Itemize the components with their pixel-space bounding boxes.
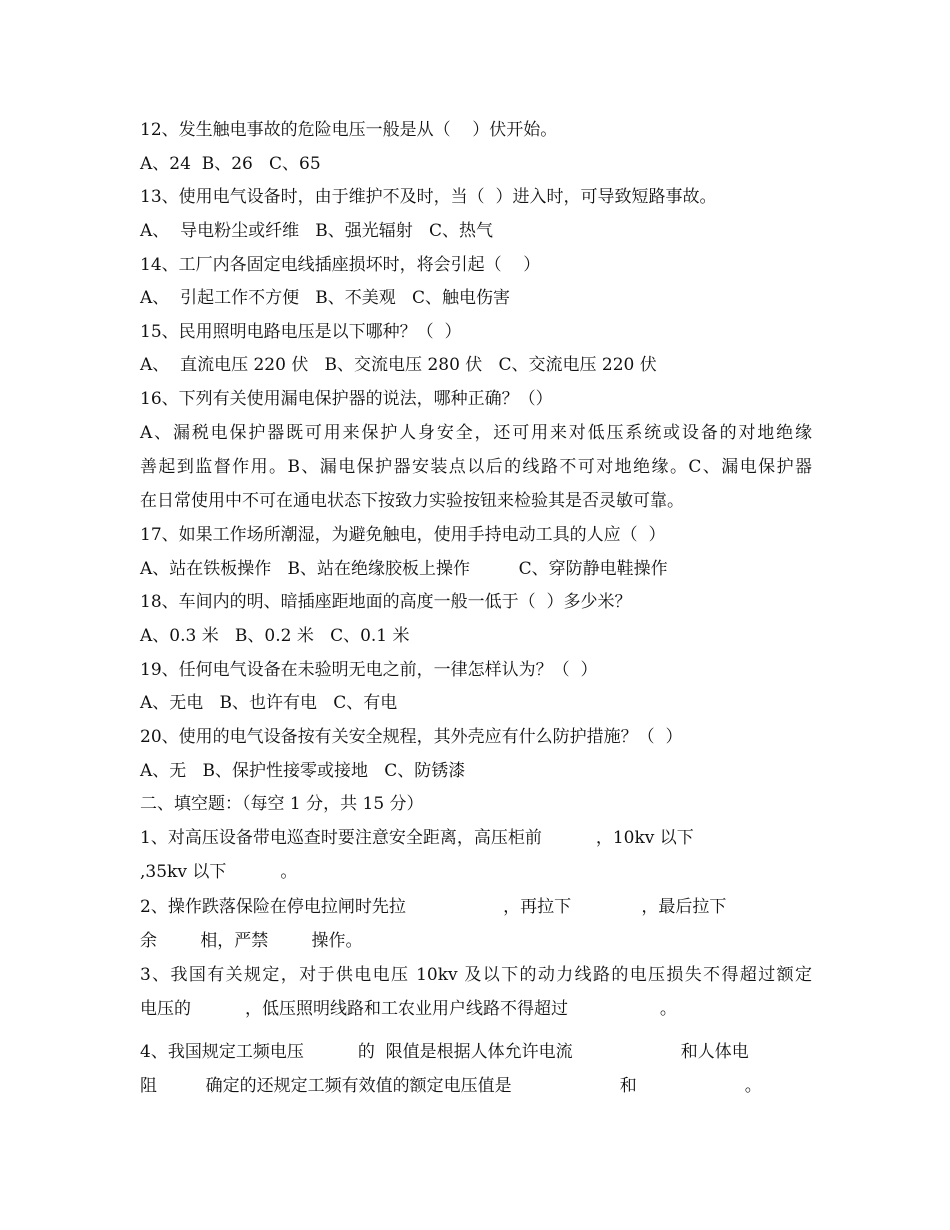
question-17-options: A、站在铁板操作 B、站在绝缘胶板上操作 C、穿防静电鞋操作 [140,559,668,579]
question-15: 15、民用照明电路电压是以下哪种？（ ） [140,322,462,342]
question-20-options: A、无 B、保护性接零或接地 C、防锈漆 [140,761,466,781]
question-18: 18、车间内的明、暗插座距地面的高度一般一低于（ ）多少米？ [140,592,632,612]
fill-in-1-line-1: 1、对高压设备带电巡查时要注意安全距离，高压柜前 ，10kv 以下 [140,828,694,848]
question-19-options: A、无电 B、也许有电 C、有电 [140,693,398,713]
fill-in-3-line-1: 3、我国有关规定，对于供电电压 10kv 及以下的动力线路的电压损失不得超过额定 [140,965,812,985]
question-19: 19、任何电气设备在未验明无电之前，一律怎样认为？（ ） [140,660,598,680]
question-15-options: A、 直流电压 220 伏 B、交流电压 280 伏 C、交流电压 220 伏 [140,355,657,375]
fill-in-3-line-2: 电压的 ，低压照明线路和工农业用户线路不得超过 。 [140,999,677,1019]
question-13: 13、使用电气设备时，由于维护不及时，当（ ）进入时，可导致短路事故。 [140,187,717,207]
fill-in-4-line-1: 4、我国规定工频电压 的 限值是根据人体允许电流 和人体电 [140,1042,749,1062]
question-13-options: A、 导电粉尘或纤维 B、强光辐射 C、热气 [140,221,494,241]
question-12-options: A、24 B、26 C、65 [140,154,321,174]
fill-in-4-line-2: 阻 确定的还规定工频有效值的额定电压值是 和 。 [140,1076,762,1096]
question-17: 17、如果工作场所潮湿，为避免触电，使用手持电动工具的人应（ ） [140,525,666,545]
question-18-options: A、0.3 米 B、0.2 米 C、0.1 米 [140,626,410,646]
question-14-options: A、 引起工作不方便 B、不美观 C、触电伤害 [140,288,511,308]
section-fill-in-heading: 二、填空题：（每空 1 分，共 15 分） [140,794,424,814]
question-16: 16、下列有关使用漏电保护器的说法，哪种正确？（） [140,389,553,409]
question-16-options-line-3: 在日常使用中不可在通电状态下按致力实验按钮来检验其是否灵敏可靠。 [140,491,684,511]
question-14: 14、工厂内各固定电线插座损坏时，将会引起（ ） [140,255,541,275]
question-16-options-line-1: A、漏税电保护器既可用来保护人身安全，还可用来对低压系统或设备的对地绝缘 [140,423,812,443]
fill-in-1-line-2: ,35kv 以下 。 [140,862,298,882]
fill-in-2-line-1: 2、操作跌落保险在停电拉闸时先拉 ，再拉下 ，最后拉下 [140,897,727,917]
question-12: 12、发生触电事故的危险电压一般是从（ ）伏开始。 [140,120,558,140]
question-16-options-line-2: 善起到监督作用。B、漏电保护器安装点以后的线路不可对地绝缘。C、漏电保护器 [140,457,812,477]
fill-in-2-line-2: 余 相，严禁 操作。 [140,931,363,951]
question-20: 20、使用的电气设备按有关安全规程，其外壳应有什么防护措施？（ ） [140,727,683,747]
